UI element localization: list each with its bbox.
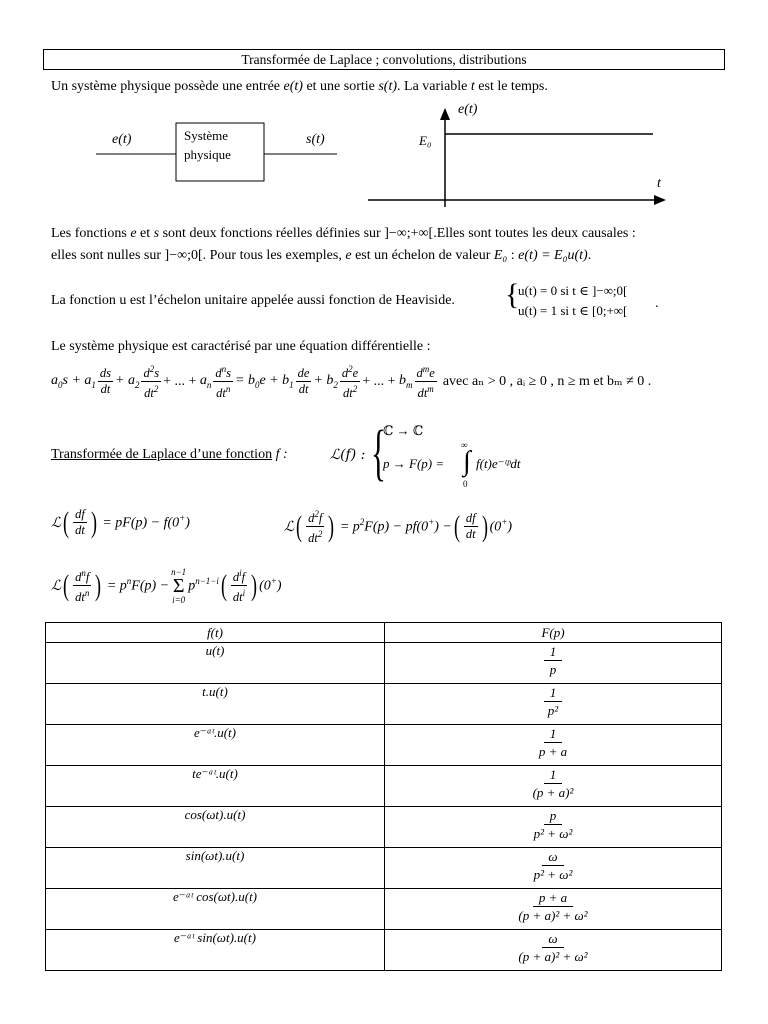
cell-F [385, 930, 722, 971]
intro-text-1: Un système physique possède une entrée [51, 79, 280, 94]
laplace-def-f: f : [275, 447, 288, 462]
laplace-symbol: ℒ(f) : [330, 447, 366, 463]
fraction-numerator: ω [542, 848, 563, 866]
p3-u: u [119, 293, 127, 308]
cell-f: t.u(t) [46, 684, 385, 725]
fraction-denominator: p² + ω² [533, 867, 573, 882]
fraction-denominator: p² [547, 703, 559, 718]
cell-f: e⁻ᵃᵗ.u(t) [46, 725, 385, 766]
intro-text-4: est le temps. [478, 79, 548, 94]
cell-f: u(t) [46, 643, 385, 684]
integral-upper: ∞ [461, 440, 468, 450]
p3-text-a: La fonction [51, 293, 116, 308]
system-diagram [0, 96, 768, 216]
table-header-row [46, 623, 722, 643]
diagram-input-label: e(t) [112, 132, 132, 147]
property-second-derivative: ℒ ( $\frac{d^2f}{dt^2}$ ) = $p^2F(p) - pf(0^+)$ − ( $\frac{df}{dt}$ ) (0+) [284, 509, 512, 546]
intro-text-3: . La variable [397, 79, 468, 94]
box-line-2: physique [184, 147, 231, 162]
intro-line [51, 79, 548, 95]
p2-end: . [587, 248, 592, 263]
header-F: F(p) [385, 623, 722, 643]
integrand: f(t)e⁻ᵗᵖdt [476, 456, 521, 471]
transform-fraction [533, 725, 573, 760]
table-row [46, 766, 722, 807]
cell-F [385, 848, 722, 889]
fraction-numerator: p [544, 807, 563, 825]
p1-text-c: .Elles sont toutes les deux causales : [433, 226, 636, 241]
cell-F [385, 725, 722, 766]
fraction-numerator: 1 [544, 684, 563, 702]
intro-s: s(t) [378, 79, 398, 94]
laplace-def-label: Transformée de Laplace d’une fonction [51, 447, 273, 462]
laplace-map-2: p → F(p) = [383, 456, 445, 471]
cell-f: cos(ωt).u(t) [46, 807, 385, 848]
header-f: f(t) [46, 623, 385, 643]
transform-fraction [544, 643, 563, 678]
fraction-numerator: 1 [544, 725, 563, 743]
laplace-table [45, 622, 722, 971]
cell-f: e⁻ᵃᵗ sin(ωt).u(t) [46, 930, 385, 971]
p1-interval: ]−∞;+∞[ [384, 226, 434, 241]
p1-e: e [130, 226, 137, 241]
transform-fraction [512, 930, 593, 965]
paragraph-4: Le système physique est caractérisé par une équation différentielle : [51, 339, 431, 354]
property-nth-derivative: ℒ ( $\frac{d^nf}{dt^n}$ ) = $p^nF(p)$ − n−1 Σ i=0 $p^{n-1-i}$ ( $\frac{d^if}{dt^i}$ ) (0+) [51, 566, 282, 605]
p1-text-b: sont deux fonctions réelles définies sur [162, 226, 381, 241]
laplace-map-1: ℂ → ℂ [383, 423, 424, 438]
intro-text-2: et une sortie [306, 79, 375, 94]
paragraph-2 [51, 248, 591, 264]
table-row [46, 889, 722, 930]
laplace-definition [51, 447, 288, 463]
table-row [46, 807, 722, 848]
fraction-numerator: 1 [544, 643, 563, 661]
p2-e: e [345, 248, 352, 263]
cell-F [385, 684, 722, 725]
fraction-denominator: p² + ω² [533, 826, 573, 841]
p2-colon: : [510, 248, 515, 263]
table-row [46, 643, 722, 684]
table-row [46, 725, 722, 766]
p1-et: et [140, 226, 151, 241]
transform-fraction [527, 766, 580, 801]
cell-f: e⁻ᵃᵗ cos(ωt).u(t) [46, 889, 385, 930]
box-line-1: Système [184, 128, 229, 143]
case-2: u(t) = 1 si t ∈ [0;+∞[ [518, 303, 628, 318]
fraction-numerator: ω [542, 930, 563, 948]
paragraph-1 [51, 226, 636, 242]
cell-f: te⁻ᵃᵗ.u(t) [46, 766, 385, 807]
page-title: Transformée de Laplace ; convolutions, distributions [43, 49, 725, 70]
equation-conditions: avec aₙ > 0 , aᵢ ≥ 0 , n ≥ m et bₘ ≠ 0 . [442, 374, 652, 390]
graph-x-label: t [657, 176, 661, 191]
p1-s: s [153, 226, 160, 241]
cases-brace: { [505, 278, 520, 311]
table-row [46, 684, 722, 725]
cell-F [385, 766, 722, 807]
graph-y-arrow [440, 108, 450, 120]
laplace-brace: { [371, 419, 386, 487]
fraction-denominator: p + a [538, 744, 568, 759]
p3-text-b: est l’échelon unitaire appelée aussi fonction de Heaviside. [129, 293, 455, 308]
p2-text-b: . Pour tous les exemples, [202, 248, 342, 263]
differential-equation: $a_0s + a_1$ $\frac{ds}{dt}$ + $a_2$ $\frac{d^2s}{dt^2}$ + ... + $a_n$ $\frac{d^ns}{dt^n}$ = $b_0e + b_1$ $\frac{de}{dt}$ + $b_2$ $\frac{d^2e}{dt^2}$ + ... + $b_m$ $\frac{d^me}{dt^m}$ avec aₙ > 0 , aᵢ ≥ 0 , n ≥ m et bₘ ≠ 0 . [51, 364, 652, 401]
p2-E0: E₀ [493, 248, 508, 263]
cell-F [385, 643, 722, 684]
table-row [46, 930, 722, 971]
graph-y-label: e(t) [458, 102, 478, 117]
transform-fraction [528, 807, 579, 842]
fraction-denominator: (p + a)² + ω² [518, 908, 588, 923]
intro-t: t [470, 79, 475, 94]
fraction-denominator: p [549, 662, 557, 677]
transform-fraction [542, 684, 564, 719]
p1-text-a: Les fonctions [51, 226, 127, 241]
graph-level-label: E₀ [419, 133, 432, 148]
cell-F [385, 807, 722, 848]
diagram-output-label: s(t) [306, 132, 325, 147]
p2-interval: ]−∞;0[ [164, 248, 203, 263]
transform-fraction [512, 889, 593, 924]
cell-f: sin(ωt).u(t) [46, 848, 385, 889]
fraction-denominator: (p + a)² + ω² [518, 949, 588, 964]
fraction-denominator: (p + a)² [532, 785, 574, 800]
graph-x-arrow [654, 195, 666, 205]
transform-fraction [528, 848, 579, 883]
p3-end: . [655, 296, 659, 311]
p2-text-c: est un échelon de valeur [355, 248, 491, 263]
cell-F [385, 889, 722, 930]
intro-e: e(t) [283, 79, 303, 94]
table-row [46, 848, 722, 889]
paragraph-3 [51, 293, 455, 309]
p2-equation: e(t) = E₀u(t) [518, 248, 588, 263]
property-first-derivative: ℒ ( $\frac{df}{dt}$ ) = pF(p) − f(0+) [51, 505, 190, 539]
fraction-numerator: 1 [544, 766, 563, 784]
case-1: u(t) = 0 si t ∈ ]−∞;0[ [518, 283, 628, 298]
fraction-numerator: p + a [533, 889, 573, 907]
p2-text-a: elles sont nulles sur [51, 248, 162, 263]
integral-lower: 0 [463, 479, 468, 489]
integral-sign: ∫ [463, 446, 471, 477]
